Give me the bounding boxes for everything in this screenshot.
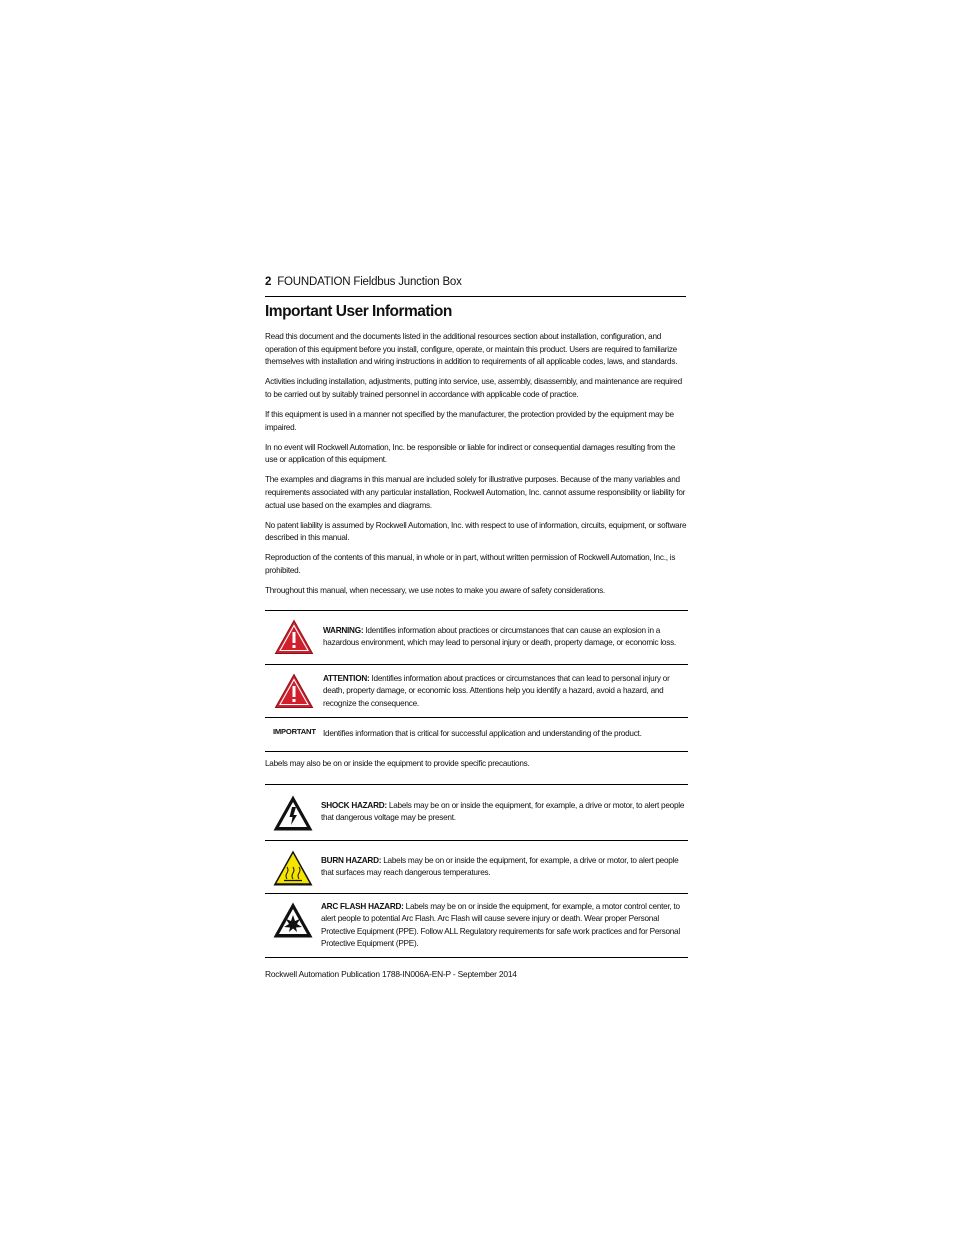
arc-flash-text: ARC FLASH HAZARD: Labels may be on or inside the equipment, for example, a motor control center, to alert people to potential Arc Flash. Arc Flash will cause severe injury or death. Wear proper Personal Protective Equipment (PPE). Follow ALL Regulatory requirements for safe work practices and for Personal Protective Equipment (PPE). (321, 902, 680, 949)
burn-label: BURN HAZARD: (321, 856, 382, 865)
page-title: Important User Information (265, 303, 452, 320)
paragraph-liability: In no event will Rockwell Automation, Inc. be responsible or liable for indirect or consequential damages resulting from the use or application of this equipment. (265, 442, 675, 465)
attention-label: ATTENTION: (323, 674, 370, 683)
burn-hazard-icon (265, 849, 321, 887)
shock-text: SHOCK HAZARD: Labels may be on or inside the equipment, for example, a drive or motor, to alert people that dangerous voltage may be present. (321, 801, 685, 823)
labels-paragraph: Labels may also be on or inside the equipment to provide specific precautions. (265, 759, 530, 768)
warning-text: WARNING: Identifies information about practices or circumstances that can cause an explosion in a hazardous environment, which may lead to personal injury or death, property damage, or economic loss. (323, 626, 676, 648)
attention-text: ATTENTION: Identifies information about practices or circumstances that can lead to personal injury or death, property damage, or economic loss. Attentions help you identify a hazard, avoid a hazard, and recognize the consequence. (323, 674, 670, 708)
arc-flash-label: ARC FLASH HAZARD: (321, 902, 404, 911)
paragraph-protection: If this equipment is used in a manner not specified by the manufacturer, the protection provided by the equipment may be impaired. (265, 409, 674, 432)
paragraph-reproduction: Reproduction of the contents of this manual, in whole or in part, without written permission of Rockwell Automation, Inc., is prohibited. (265, 553, 676, 575)
arc-flash-hazard-icon (265, 901, 321, 939)
shock-label: SHOCK HAZARD: (321, 801, 387, 810)
paragraph-activities: Activities including installation, adjustments, putting into service, use, assembly, disassembly, and maintenance are required to be carried out by suitably trained personnel in accordance with applicable code of practice. (265, 377, 682, 399)
burn-text: BURN HAZARD: Labels may be on or inside the equipment, for example, a drive or motor, to alert people that surfaces may reach dangerous temperatures. (321, 856, 679, 878)
notice-important (265, 718, 688, 751)
footer-publication: Rockwell Automation Publication 1788-IN006A-EN-P - September 2014 (265, 969, 517, 979)
notice-attention (265, 665, 688, 718)
important-label: IMPORTANT (273, 727, 316, 736)
hazard-table (265, 784, 688, 958)
page-number: 2 (265, 276, 272, 288)
hazard-shock (265, 785, 688, 841)
shock-hazard-icon (265, 794, 321, 832)
hazard-burn (265, 841, 688, 894)
warning-triangle-icon (265, 619, 323, 655)
notice-table (265, 610, 688, 752)
body-text (265, 331, 688, 605)
important-text: Identifies information that is critical for successful application and understanding of the product. (323, 729, 642, 738)
paragraph-read-document: Read this document and the documents listed in the additional resources section about installation, configuration, and operation of this equipment before you install, configure, operate, or maintain this product. Users are required to familiarize themselves with installation and wiring instructions in addition to requirements of all applicable codes, laws, and standards. (265, 332, 678, 367)
hazard-arc-flash (265, 894, 688, 957)
notice-warning (265, 611, 688, 665)
warning-label: WARNING: (323, 626, 364, 635)
attention-triangle-icon (265, 673, 323, 709)
running-title: FOUNDATION Fieldbus Junction Box (277, 276, 462, 288)
paragraph-examples: The examples and diagrams in this manual are included solely for illustrative purposes. Because of the many variables and requirements associated with any particular installation, Rockwell Automation, Inc. cannot assume responsibility or liability for actual use based on the examples and diagrams. (265, 475, 686, 510)
paragraph-safety-notes: Throughout this manual, when necessary, we use notes to make you aware of safety considerations. (265, 586, 605, 595)
header-rule (265, 296, 686, 297)
running-header (265, 276, 462, 288)
paragraph-patent: No patent liability is assumed by Rockwell Automation, Inc. with respect to use of information, circuits, equipment, or software described in this manual. (265, 520, 687, 543)
